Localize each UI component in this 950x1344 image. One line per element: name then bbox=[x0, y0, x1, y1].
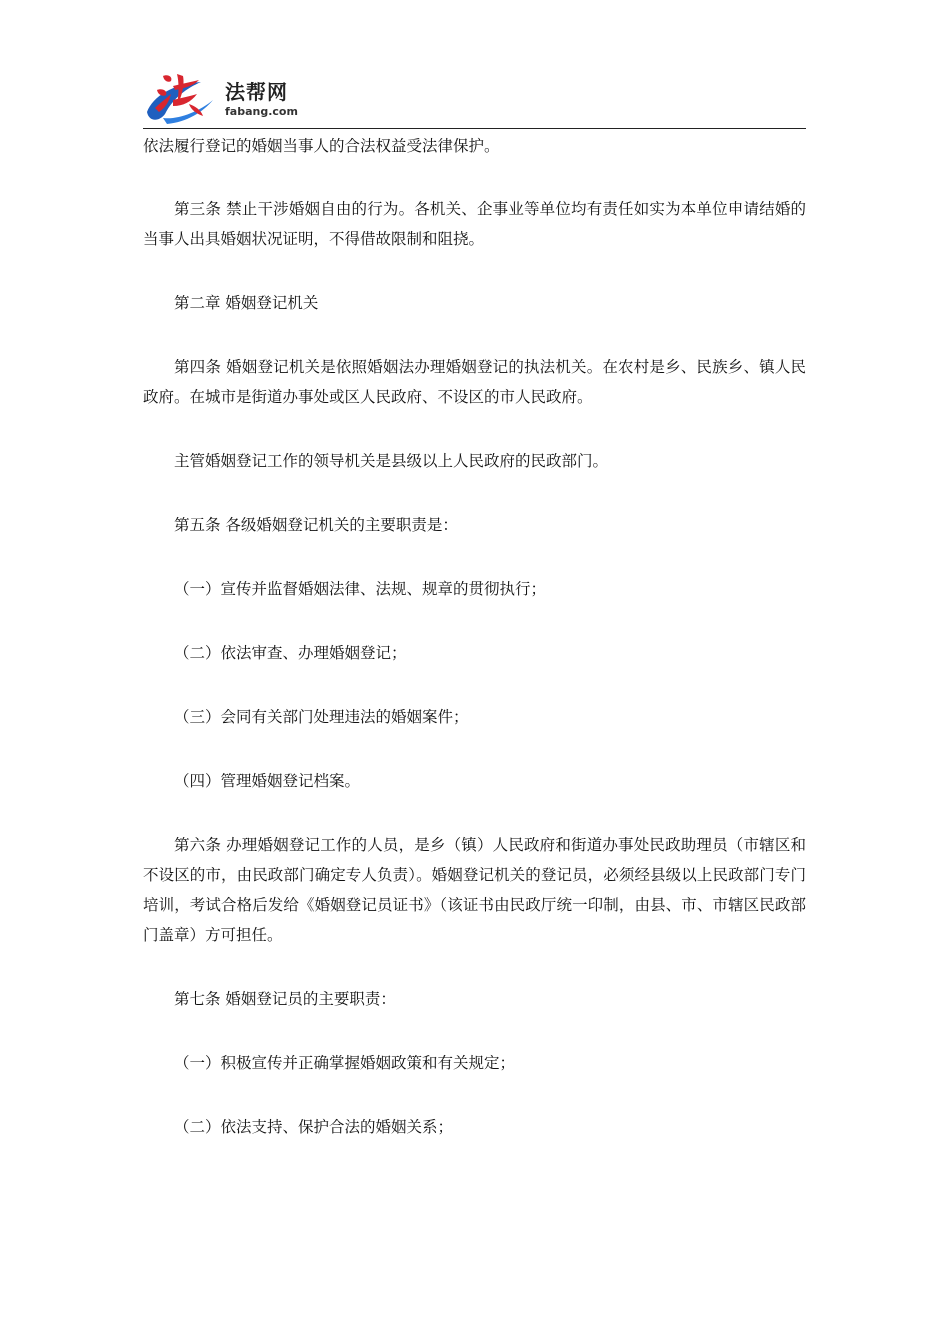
article-4: 第四条 婚姻登记机关是依照婚姻法办理婚姻登记的执法机关。在农村是乡、民族乡、镇人民政府。在城市是街道办事处或区人民政府、不设区的市人民政府。 bbox=[143, 358, 806, 406]
article-5: 第五条 各级婚姻登记机关的主要职责是： bbox=[174, 516, 458, 534]
article-7: 第七条 婚姻登记员的主要职责： bbox=[174, 990, 396, 1008]
logo-name: 法帮网 bbox=[225, 80, 288, 104]
article-3: 第三条 禁止干涉婚姻自由的行为。各机关、企事业等单位均有责任如实为本单位申请结婚的当事人出具婚姻状况证明，不得借故限制和阻挠。 bbox=[143, 200, 806, 248]
fabang-logo-icon bbox=[143, 62, 223, 126]
chapter-heading: 第二章 婚姻登记机关 bbox=[174, 294, 319, 312]
logo-domain: fabang.com bbox=[225, 105, 298, 118]
list-item: （三）会同有关部门处理违法的婚姻案件； bbox=[174, 708, 469, 726]
article-6: 第六条 办理婚姻登记工作的人员，是乡（镇）人民政府和街道办事处民政助理员（市辖区和不设区的市，由民政部门确定专人负责）。婚姻登记机关的登记员，必须经县级以上民政部门专门培训，考试合格后发给《婚姻登记员证书》（该证书由民政厅统一印制，由县、市、市辖区民政部门盖章）方可担任。 bbox=[143, 836, 806, 944]
paragraph: 依法履行登记的婚姻当事人的合法权益受法律保护。 bbox=[143, 137, 500, 155]
list-item: （二）依法审查、办理婚姻登记； bbox=[174, 644, 407, 662]
document-body bbox=[143, 126, 806, 1142]
list-item: （一）宣传并监督婚姻法律、法规、规章的贯彻执行； bbox=[174, 580, 547, 598]
list-item: （四）管理婚姻登记档案。 bbox=[174, 772, 361, 790]
site-header bbox=[143, 62, 806, 128]
list-item: （一）积极宣传并正确掌握婚姻政策和有关规定； bbox=[174, 1054, 516, 1072]
paragraph: 主管婚姻登记工作的领导机关是县级以上人民政府的民政部门。 bbox=[174, 452, 609, 470]
list-item: （二）依法支持、保护合法的婚姻关系； bbox=[174, 1118, 454, 1136]
